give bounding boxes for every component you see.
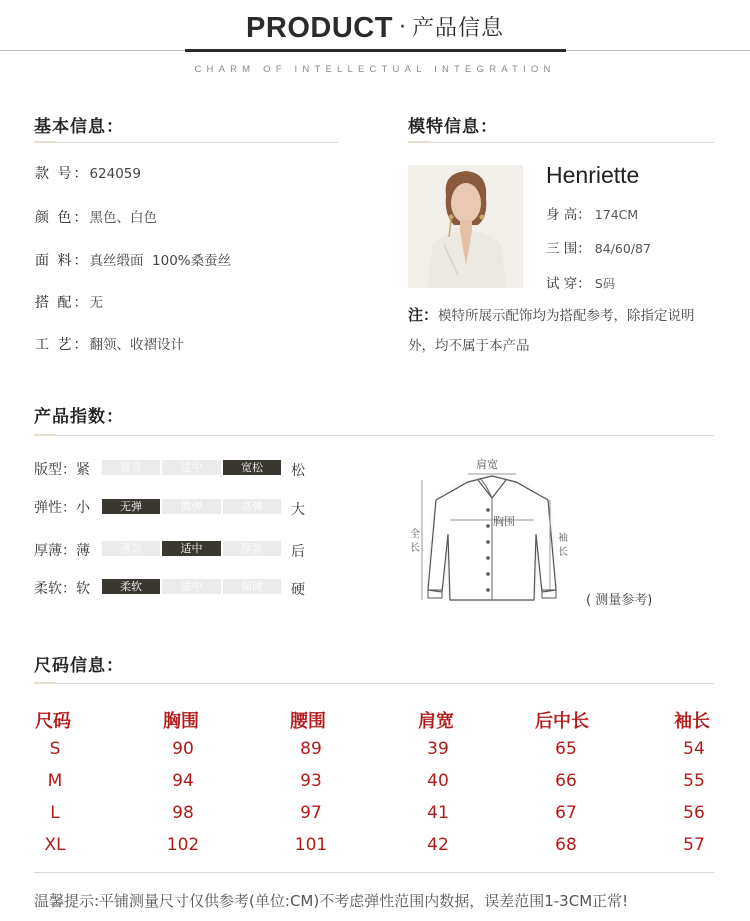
thickness-segment-3: 厚款 <box>223 541 281 556</box>
size-info-accent <box>34 682 56 684</box>
page-header-title <box>0 12 750 45</box>
size-header-waist: 腰围 <box>290 711 326 732</box>
diagram-shoulder-label: 肩宽 <box>476 458 498 471</box>
table-cell: 54 <box>683 739 705 759</box>
model-photo <box>408 165 523 288</box>
basic-info-divider <box>34 142 338 143</box>
index-right: 硬 <box>291 582 305 598</box>
header-underline <box>185 49 566 52</box>
table-cell: 68 <box>555 835 577 855</box>
info-value: 黑色、白色 <box>89 210 157 226</box>
table-cell: 41 <box>427 803 449 823</box>
table-cell: 39 <box>427 739 449 759</box>
model-value: 174CM <box>594 207 639 222</box>
table-cell: 93 <box>300 771 322 791</box>
thickness-segment-2-active: 适中 <box>162 541 221 556</box>
model-note <box>408 300 718 361</box>
note-label: 注： <box>408 306 439 324</box>
index-divider <box>34 435 714 436</box>
note-text: 模特所展示配饰均为搭配参考，除指定说明外，均不属于本产品 <box>408 308 695 354</box>
info-row-fabric <box>35 249 231 270</box>
table-cell: 55 <box>683 771 705 791</box>
softness-segment-1-active: 柔软 <box>102 579 160 594</box>
softness-segment-3: 偏硬 <box>223 579 281 594</box>
index-label: 弹性： <box>34 500 76 516</box>
size-header-back-length: 后中长 <box>535 711 589 732</box>
model-label: 试 穿： <box>546 276 591 292</box>
header-subtitle: CHARM OF INTELLECTUAL INTEGRATION <box>194 64 556 75</box>
info-row-style-no <box>35 163 141 183</box>
table-cell: 40 <box>427 771 449 791</box>
info-value: 翻领、收褶设计 <box>89 337 184 353</box>
info-row-color <box>35 206 157 227</box>
info-row-craft <box>35 333 184 354</box>
softness-segment-2: 适中 <box>162 579 221 594</box>
index-label: 版型： <box>34 462 76 478</box>
table-cell: XL <box>44 835 66 855</box>
info-label: 面 料： <box>35 253 90 269</box>
info-label: 工 艺： <box>35 337 90 353</box>
header-title-cn: 产品信息 <box>411 16 504 41</box>
info-row-match <box>35 291 103 312</box>
table-cell: 94 <box>172 771 194 791</box>
table-cell: M <box>47 771 63 791</box>
table-cell: L <box>50 803 60 823</box>
index-left: 薄 <box>76 543 90 559</box>
index-title: 产品指数： <box>34 407 124 427</box>
index-label: 厚薄： <box>34 543 76 559</box>
fit-segment-2: 适中 <box>162 460 221 475</box>
index-label-fit <box>34 459 90 479</box>
index-label-thickness <box>34 540 90 560</box>
index-label-elasticity <box>34 497 90 517</box>
size-info-title: 尺码信息： <box>34 656 124 676</box>
model-row-size <box>546 272 615 292</box>
info-label: 颜 色： <box>35 210 90 226</box>
index-label: 柔软： <box>34 581 76 597</box>
model-info-title: 模特信息： <box>408 117 498 137</box>
size-header-chest: 胸围 <box>163 711 199 732</box>
elasticity-segment-1-active: 无弹 <box>102 499 160 514</box>
table-cell: 97 <box>300 803 322 823</box>
size-info-divider <box>34 683 714 684</box>
table-cell: 57 <box>683 835 705 855</box>
info-value: 无 <box>89 295 103 311</box>
size-header-sleeve: 袖长 <box>674 711 710 732</box>
table-cell: 102 <box>166 835 200 855</box>
index-label-softness <box>34 578 90 598</box>
index-right: 松 <box>291 463 305 479</box>
table-cell: 90 <box>172 739 194 759</box>
fit-segment-3-active: 宽松 <box>223 460 281 475</box>
model-row-height <box>546 203 638 223</box>
model-name: Henriette <box>546 162 640 188</box>
diagram-sleeve-label: 袖长 <box>558 533 568 558</box>
header-title-en: PRODUCT <box>246 12 393 44</box>
basic-info-accent <box>34 141 56 143</box>
basic-info-title: 基本信息： <box>34 117 124 137</box>
size-header-shoulder: 肩宽 <box>418 711 454 732</box>
index-left: 软 <box>76 581 90 597</box>
fit-segment-1: 修身 <box>102 460 160 475</box>
model-value: 84/60/87 <box>594 241 651 256</box>
table-cell: 56 <box>683 803 705 823</box>
table-cell: 67 <box>555 803 577 823</box>
model-label: 三 围： <box>546 241 591 257</box>
info-value: 624059 <box>89 166 141 182</box>
info-label: 搭 配： <box>35 295 90 311</box>
table-cell: 42 <box>427 835 449 855</box>
table-cell: 89 <box>300 739 322 759</box>
info-value: 真丝缎面 100%桑蚕丝 <box>89 253 232 269</box>
info-label: 款 号： <box>35 166 90 182</box>
table-cell: S <box>49 739 61 759</box>
size-table-bottom-divider <box>34 872 714 873</box>
diagram-length-label: 全长 <box>410 529 420 554</box>
size-tip: 温馨提示:平铺测量尺寸仅供参考(单位:CM)不考虑弹性范围内数据，误差范围1-3CM正常! <box>34 892 629 910</box>
model-label: 身 高： <box>546 207 591 223</box>
model-info-accent <box>408 141 430 143</box>
table-cell: 65 <box>555 739 577 759</box>
size-header-size: 尺码 <box>35 711 71 732</box>
index-right: 大 <box>291 502 305 518</box>
model-info-divider <box>408 142 714 143</box>
elasticity-segment-3: 高弹 <box>223 499 281 514</box>
model-value: S码 <box>594 276 616 291</box>
table-cell: 98 <box>172 803 194 823</box>
index-right: 后 <box>291 544 305 560</box>
diagram-caption: ( 测量参考) <box>586 593 653 608</box>
index-left: 紧 <box>76 462 90 478</box>
diagram-chest-label: 胸围 <box>493 515 515 528</box>
thickness-segment-1: 薄款 <box>102 541 160 556</box>
elasticity-segment-2: 微弹 <box>162 499 221 514</box>
table-cell: 101 <box>294 835 328 855</box>
header-dot: · <box>398 15 406 40</box>
index-accent <box>34 434 56 436</box>
index-left: 小 <box>76 500 90 516</box>
model-row-measurements <box>546 237 651 257</box>
table-cell: 66 <box>555 771 577 791</box>
